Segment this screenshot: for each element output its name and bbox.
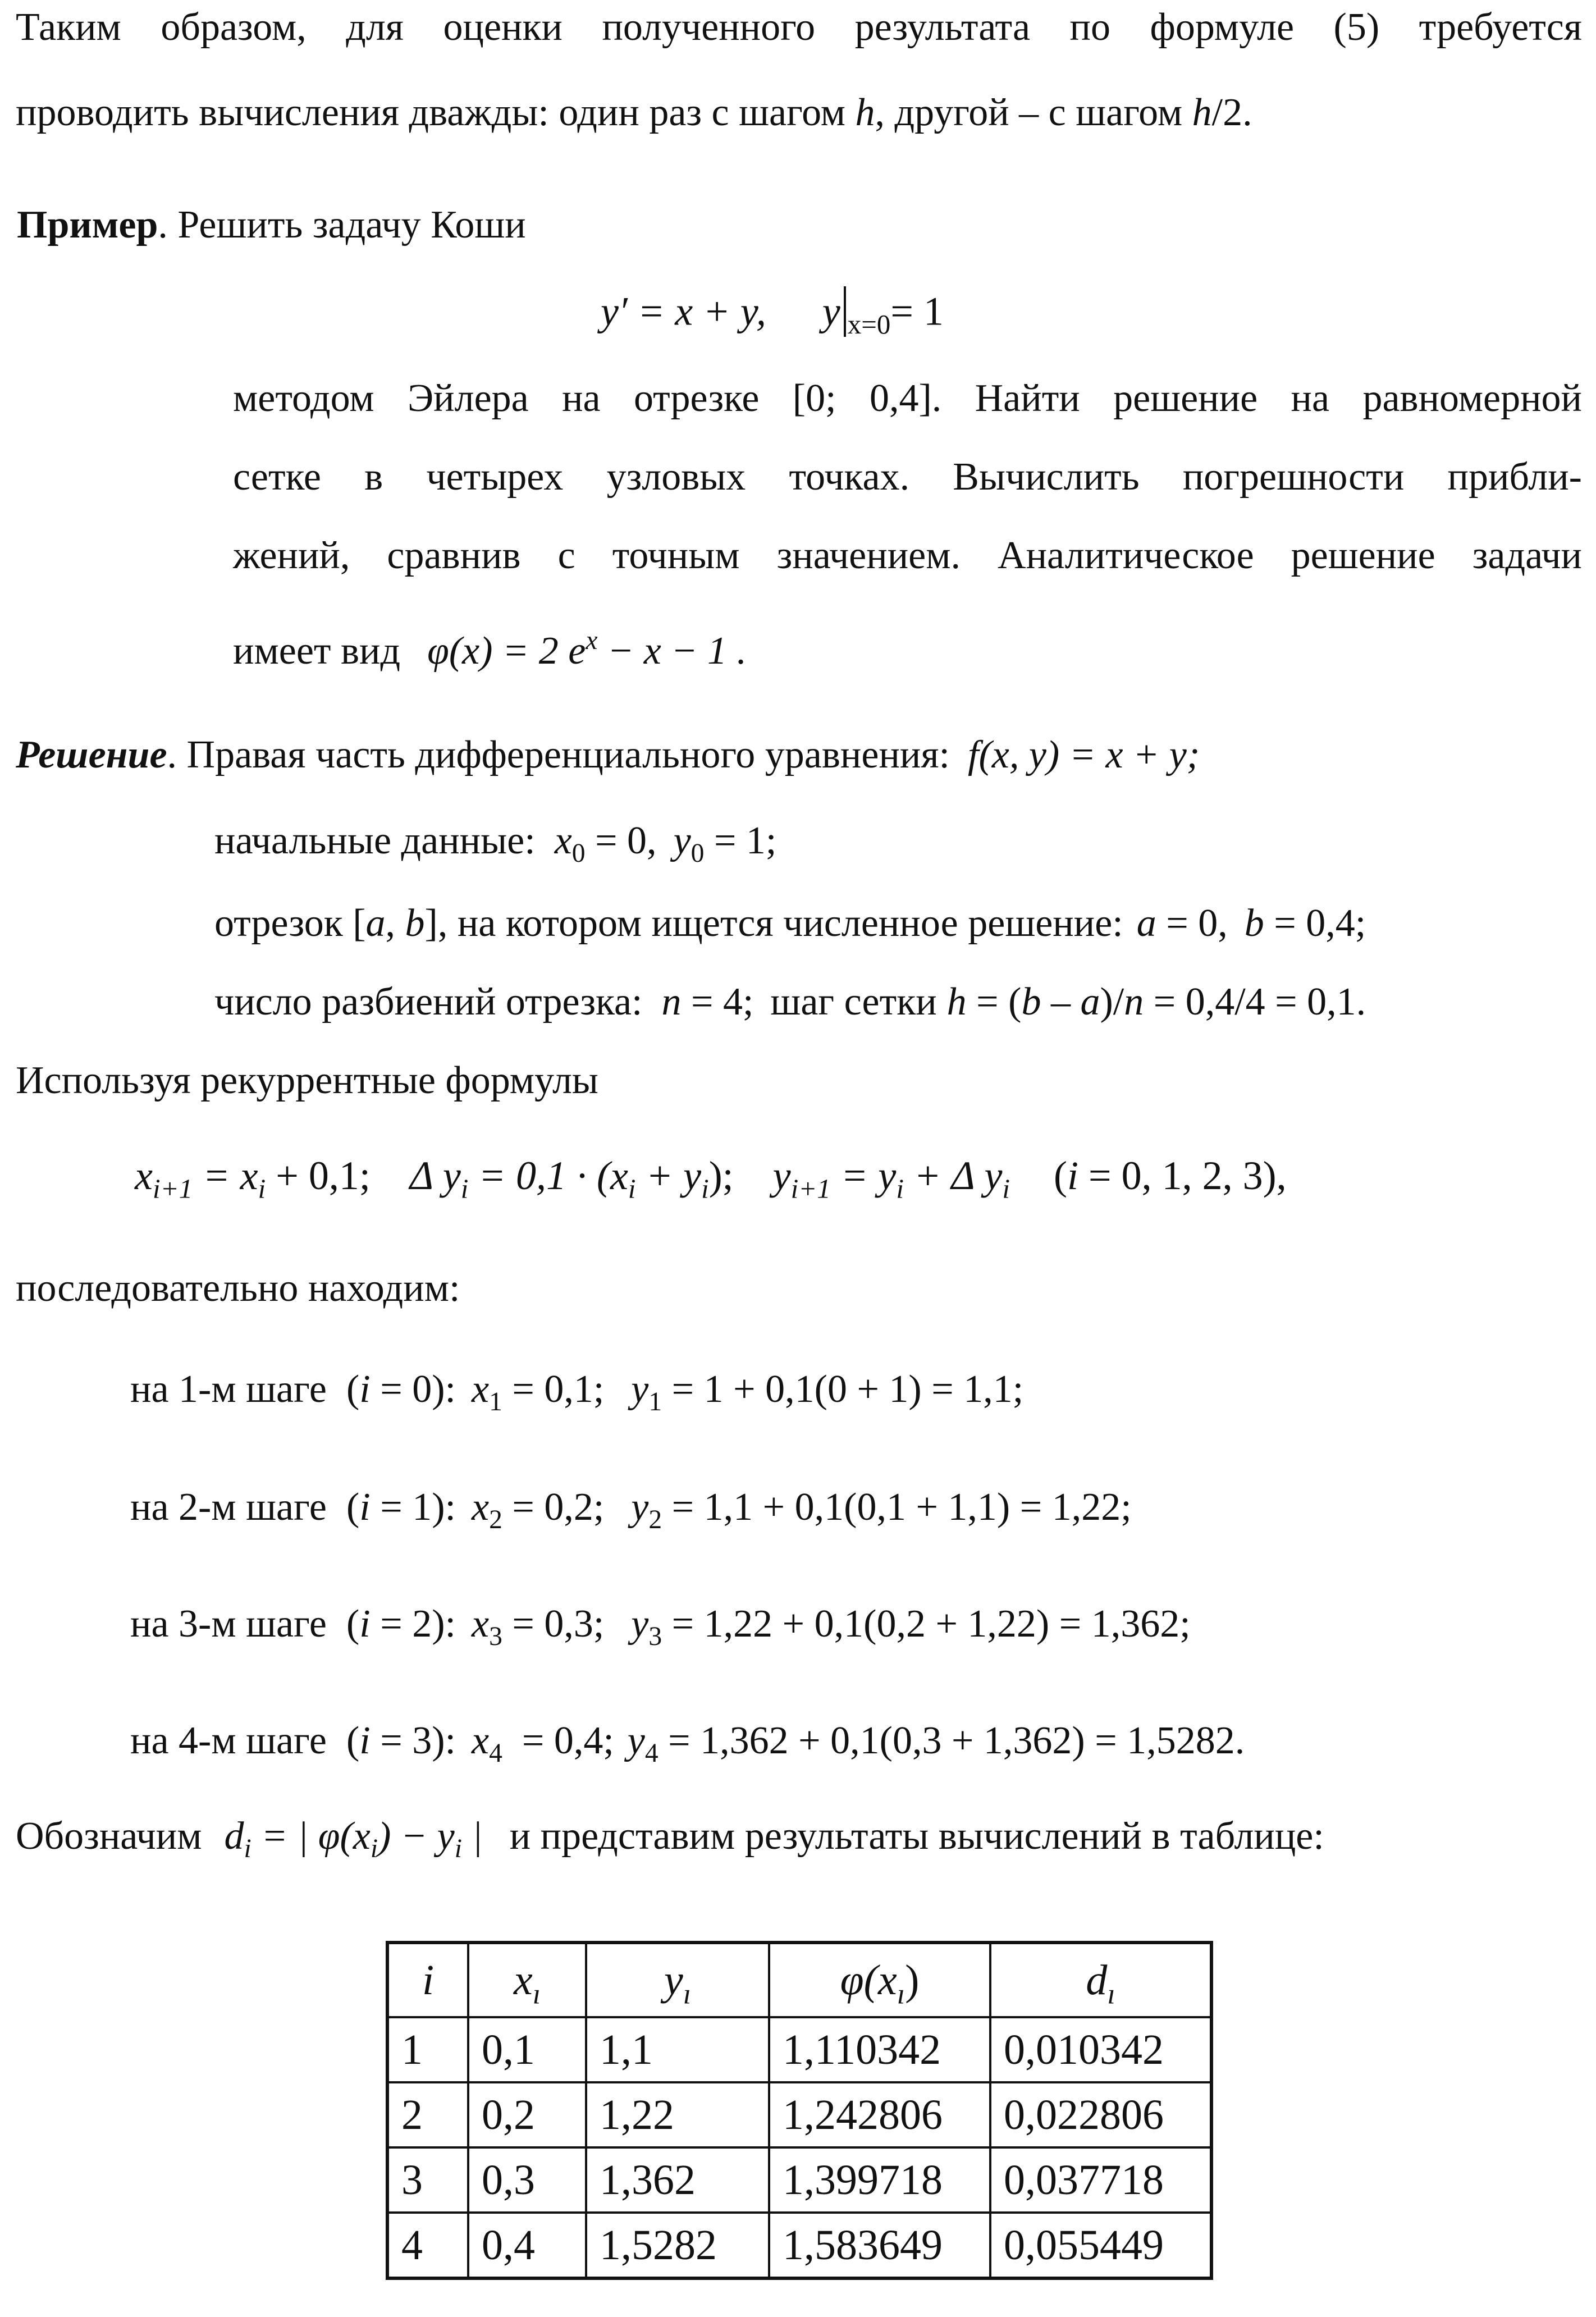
- header-phi: [769, 1943, 990, 2017]
- step-line-1: [130, 1368, 1024, 1417]
- definition-part: |: [461, 1815, 483, 1858]
- index-value: = 3):: [370, 1719, 456, 1762]
- cell-x: 0,2: [468, 2082, 586, 2147]
- partition-line: [214, 982, 1366, 1022]
- solution-intro: . Правая часть дифференциального уравнения:: [167, 733, 950, 776]
- cell-x: 0,4: [468, 2213, 586, 2278]
- recurrence-follow: последовательно находим:: [16, 1267, 460, 1310]
- index-value: = 0):: [370, 1368, 456, 1411]
- intro-line-1: Таким образом, для оценки полученного результата по формуле (5) требуется: [16, 6, 1582, 49]
- cell-y: 1,1: [586, 2017, 769, 2082]
- cell-y: 1,22: [586, 2082, 769, 2147]
- cell-y: 1,5282: [586, 2213, 769, 2278]
- phi-symbol: φ: [427, 629, 449, 673]
- formula-part: + Δ y: [903, 1153, 1003, 1198]
- n-symbol: n: [1124, 980, 1144, 1023]
- step-label: на 3-м шаге (: [130, 1602, 360, 1646]
- h-symbol: h: [946, 980, 967, 1023]
- index: i: [258, 1173, 266, 1204]
- solution-label: Решение: [16, 733, 167, 776]
- intro-text: , другой – с шагом: [875, 91, 1192, 134]
- x-index: 3: [489, 1622, 502, 1652]
- index-value: = 1):: [370, 1486, 456, 1529]
- cell-i: 2: [387, 2082, 468, 2147]
- x0-symbol: x: [554, 819, 572, 862]
- initial-condition-point: x=0: [847, 309, 891, 340]
- header-y: [586, 1943, 769, 2017]
- range-index: i: [1067, 1153, 1079, 1198]
- step-value: = 0,4/4 = 0,1.: [1144, 980, 1366, 1023]
- y-index: 3: [648, 1622, 662, 1652]
- segment-description: ], на котором ищется численное решение:: [424, 902, 1123, 945]
- header-x: [468, 1943, 586, 2017]
- ode: y′ = x + y,: [601, 289, 766, 334]
- recurrence-formulas: [135, 1153, 1287, 1204]
- formula-body: (x) = 2 e: [449, 629, 586, 673]
- x-value: = 0,1;: [502, 1368, 605, 1411]
- range-part: = 0, 1, 2, 3),: [1078, 1153, 1287, 1198]
- cell-i: 1: [387, 2017, 468, 2082]
- index: i: [701, 1173, 709, 1204]
- formula-part: + 0,1;: [266, 1153, 371, 1198]
- step-symbol: h: [1192, 91, 1212, 134]
- header-d: [990, 1943, 1211, 2017]
- y-symbol: y: [627, 1719, 645, 1762]
- formula-part: );: [708, 1153, 734, 1198]
- cauchy-equation: [601, 286, 944, 340]
- rhs-formula: f(x, y) = x + y;: [968, 733, 1200, 776]
- segment-label: отрезок [: [214, 902, 366, 945]
- header-i: [387, 1943, 468, 2017]
- y-index: 2: [648, 1505, 662, 1535]
- y-index: 1: [648, 1387, 662, 1417]
- y-value: = 1,362 + 0,1(0,3 + 1,362) = 1,5282.: [658, 1719, 1245, 1762]
- index-symbol: i: [359, 1368, 371, 1411]
- partition-label: число разбиений отрезка:: [214, 980, 643, 1023]
- example-intro: . Решить задачу Коши: [158, 203, 526, 246]
- x-symbol: x: [471, 1486, 490, 1529]
- n-symbol: n: [661, 980, 682, 1023]
- separator: ,: [385, 902, 405, 945]
- y0-value: = 1;: [704, 819, 777, 862]
- definition-part: = | φ(x: [251, 1815, 371, 1858]
- table-header-row: [387, 1943, 1211, 2017]
- index: i: [460, 1173, 469, 1204]
- intro-text: /2.: [1211, 91, 1252, 134]
- analytic-lead: имеет вид: [233, 629, 401, 673]
- example-heading: [17, 205, 526, 245]
- range-part: (: [1054, 1153, 1068, 1198]
- table-row: [387, 2147, 1211, 2213]
- x-symbol: x: [471, 1719, 490, 1762]
- cell-d: 0,010342: [990, 2017, 1211, 2082]
- task-line-3: жений, сравнив с точным значением. Аналитическое решение задачи: [233, 534, 1582, 577]
- x0-value: = 0,: [585, 819, 657, 862]
- cell-x: 0,1: [468, 2017, 586, 2082]
- x-index: 4: [489, 1739, 502, 1768]
- error-definition: [224, 1815, 483, 1864]
- table-row: [387, 2017, 1211, 2082]
- initial-data-line: [214, 819, 777, 869]
- header-label: d: [1086, 1957, 1108, 2004]
- cell-x: 0,3: [468, 2147, 586, 2213]
- a-value: = 0,: [1156, 902, 1228, 945]
- x-symbol: x: [471, 1368, 490, 1411]
- step-label: на 4-м шаге (: [130, 1719, 360, 1762]
- segment-line: [214, 904, 1366, 943]
- a-symbol: a: [1136, 902, 1156, 945]
- intro-text: проводить вычисления дважды: один раз с шагом: [16, 91, 856, 134]
- y0-index: 0: [690, 839, 705, 869]
- step-formula: )/: [1100, 980, 1124, 1023]
- formula-part: Δ y: [409, 1153, 461, 1198]
- cell-i: 4: [387, 2213, 468, 2278]
- x-index: i: [370, 1834, 378, 1864]
- a-symbol: a: [1080, 980, 1100, 1023]
- index-symbol: i: [359, 1602, 371, 1646]
- y-symbol: y: [631, 1486, 649, 1529]
- formula-part: + y: [635, 1153, 702, 1198]
- d-symbol: d: [224, 1815, 244, 1858]
- index: i+1: [152, 1173, 193, 1204]
- cell-i: 3: [387, 2147, 468, 2213]
- exponent: x: [586, 625, 598, 655]
- y-value: = 1,22 + 0,1(0,2 + 1,22) = 1,362;: [662, 1602, 1191, 1646]
- minus: –: [1041, 980, 1081, 1023]
- header-label: y: [664, 1957, 683, 2004]
- d-index: i: [244, 1834, 251, 1864]
- header-close: ): [905, 1957, 920, 2004]
- task-line-1: методом Эйлера на отрезке [0; 0,4]. Найти решение на равномерной: [233, 377, 1582, 420]
- b-symbol: b: [1021, 980, 1041, 1023]
- header-label: i: [422, 1957, 435, 2004]
- evaluation-bar: [844, 286, 846, 337]
- index-symbol: i: [359, 1719, 371, 1762]
- step-label: на 1-м шаге (: [130, 1368, 360, 1411]
- x0-index: 0: [571, 839, 586, 869]
- notation-lead: Обозначим: [16, 1815, 202, 1858]
- header-index: ı: [897, 1978, 906, 2010]
- y-value: = 1 + 0,1(0 + 1) = 1,1;: [662, 1368, 1024, 1411]
- cell-d: 0,055449: [990, 2213, 1211, 2278]
- cell-phi: 1,110342: [769, 2017, 990, 2082]
- initial-data-label: начальные данные:: [214, 819, 536, 862]
- formula-part: y: [772, 1153, 791, 1198]
- notation-tail: и представим результаты вычислений в таблице:: [509, 1815, 1324, 1858]
- a-symbol: a: [365, 902, 386, 945]
- x-value: = 0,2;: [502, 1486, 605, 1529]
- b-symbol: b: [1244, 902, 1264, 945]
- x-value: = 0,3;: [502, 1602, 605, 1646]
- intro-line-2: [16, 93, 1252, 132]
- recurrence-lead: Используя рекуррентные формулы: [16, 1059, 598, 1102]
- step-formula: = (: [966, 980, 1022, 1023]
- task-line-2: сетке в четырех узловых точках. Вычислить погрешности прибли-: [233, 455, 1582, 499]
- solution-heading: [16, 735, 1200, 775]
- formula-part: = y: [830, 1153, 897, 1198]
- step-label: на 2-м шаге (: [130, 1486, 360, 1529]
- y-symbol: y: [631, 1368, 649, 1411]
- header-index: ı: [1107, 1978, 1115, 2010]
- cell-phi: 1,583649: [769, 2213, 990, 2278]
- y-index: i: [454, 1834, 462, 1864]
- x-index: 2: [489, 1505, 502, 1535]
- header-label: φ(x: [840, 1957, 897, 2004]
- initial-condition-value: = 1: [890, 289, 944, 334]
- cell-y: 1,362: [586, 2147, 769, 2213]
- index: i: [1002, 1173, 1010, 1204]
- b-value: = 0,4;: [1264, 902, 1366, 945]
- step-line-3: [130, 1602, 1191, 1652]
- y-symbol: y: [631, 1602, 649, 1646]
- header-index: ı: [532, 1978, 541, 2010]
- example-label: Пример: [17, 203, 158, 246]
- initial-condition-y: y: [822, 289, 840, 334]
- cell-phi: 1,242806: [769, 2082, 990, 2147]
- x-value: = 0,4;: [502, 1719, 614, 1762]
- b-symbol: b: [405, 902, 425, 945]
- analytic-solution-line: [233, 625, 747, 673]
- index: i: [628, 1173, 636, 1204]
- formula-part: x: [135, 1153, 153, 1198]
- y0-symbol: y: [673, 819, 691, 862]
- definition-part: ) − y: [378, 1815, 455, 1858]
- cell-phi: 1,399718: [769, 2147, 990, 2213]
- index: i+1: [790, 1173, 831, 1204]
- results-table: [386, 1941, 1213, 2280]
- formula-part: = 0,1 · (x: [468, 1153, 628, 1198]
- step-line-2: [130, 1486, 1132, 1535]
- notation-line: [16, 1815, 1324, 1864]
- cell-d: 0,037718: [990, 2147, 1211, 2213]
- header-index: ı: [683, 1978, 692, 2010]
- cell-d: 0,022806: [990, 2082, 1211, 2147]
- index-value: = 2):: [370, 1602, 456, 1646]
- table-row: [387, 2082, 1211, 2147]
- y-index: 4: [644, 1739, 658, 1768]
- index-symbol: i: [359, 1486, 371, 1529]
- x-index: 1: [489, 1387, 502, 1417]
- y-value: = 1,1 + 0,1(0,1 + 1,1) = 1,22;: [662, 1486, 1132, 1529]
- formula-part: = x: [193, 1153, 258, 1198]
- index: i: [896, 1173, 904, 1204]
- table-row: [387, 2213, 1211, 2278]
- n-value: = 4;: [681, 980, 754, 1023]
- header-label: x: [513, 1957, 533, 2004]
- step-label: шаг сетки: [770, 980, 937, 1023]
- step-line-4: [130, 1719, 1245, 1768]
- formula-tail: − x − 1 .: [597, 629, 747, 673]
- x-symbol: x: [471, 1602, 490, 1646]
- step-symbol: h: [855, 91, 875, 134]
- analytic-formula: [427, 625, 747, 673]
